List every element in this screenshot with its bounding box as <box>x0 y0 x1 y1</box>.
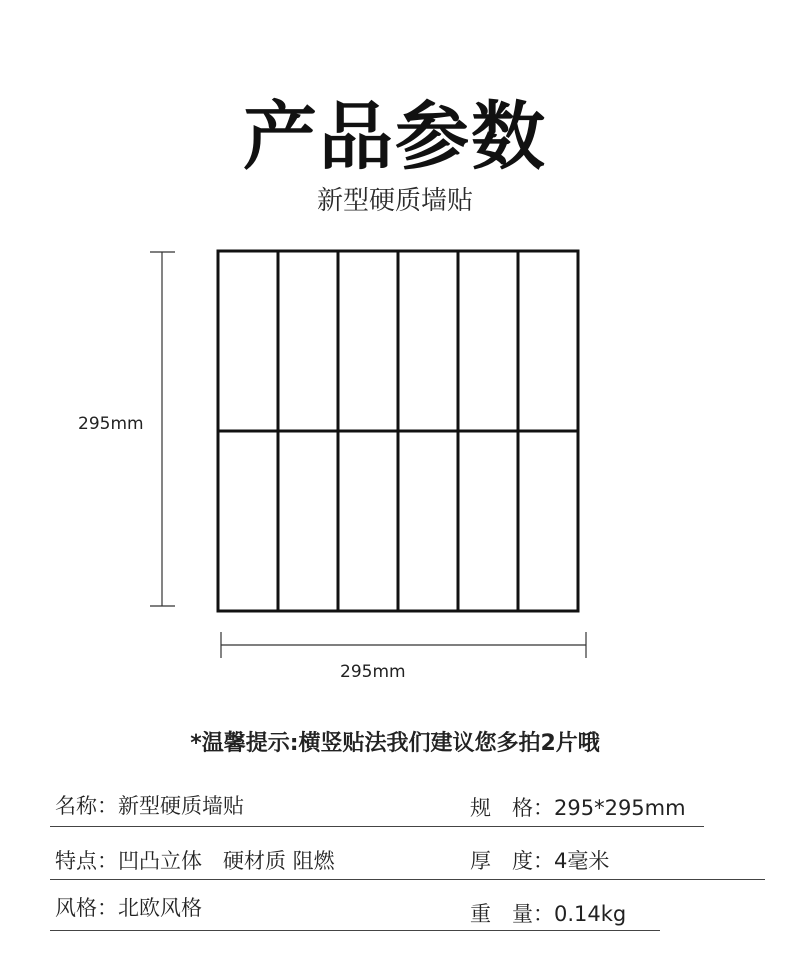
spec-name: 名称：新型硬质墙贴 <box>55 794 244 818</box>
spec-style: 风格：北欧风格 <box>55 896 202 920</box>
spec-size: 规 格：295*295mm <box>470 796 686 820</box>
page-title: 产品参数 <box>243 94 547 180</box>
tile-grid <box>218 251 578 611</box>
product-subtitle: 新型硬质墙贴 <box>316 186 473 216</box>
height-label: 295mm <box>78 414 144 434</box>
tip-text: *温馨提示:横竖贴法我们建议您多拍2片哦 <box>190 731 600 756</box>
spec-features: 特点：凹凸立体 硬材质 阻燃 <box>55 849 335 873</box>
spec-weight: 重 量：0.14kg <box>470 902 627 926</box>
spec-thickness: 厚 度：4毫米 <box>470 849 610 873</box>
spec-divider-3 <box>50 930 660 931</box>
width-label: 295mm <box>340 662 406 682</box>
spec-divider-2 <box>50 879 765 880</box>
spec-divider-1 <box>50 826 704 827</box>
